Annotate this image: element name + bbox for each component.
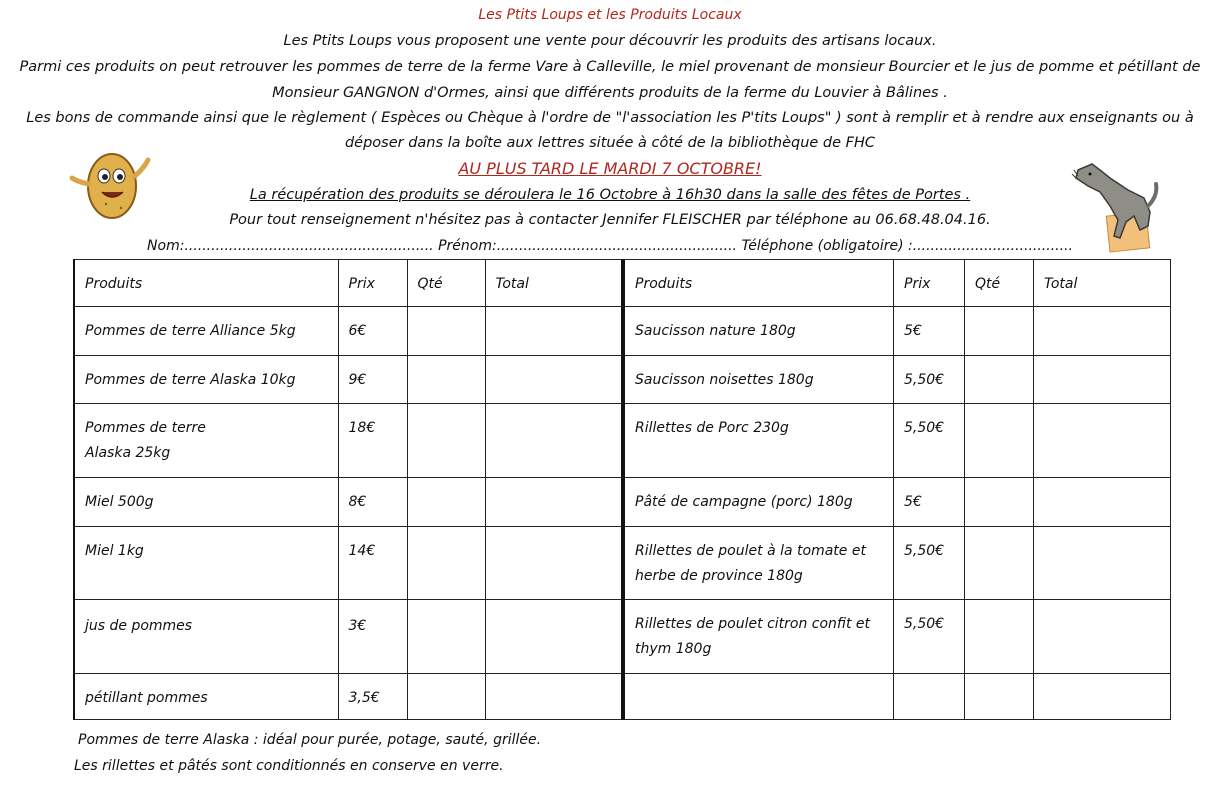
product-price: 8€ [338, 478, 407, 527]
total-cell[interactable] [1034, 527, 1171, 600]
product-name: Pâté de campagne (porc) 180g [624, 478, 894, 527]
table-row [74, 307, 622, 356]
total-cell[interactable] [485, 674, 622, 720]
header-total: Total [1034, 260, 1171, 307]
product-name: Saucisson noisettes 180g [624, 356, 894, 404]
quantity-cell[interactable] [965, 356, 1034, 404]
quantity-cell[interactable] [407, 404, 485, 478]
form-fields-line: Nom:........................................................ Prénom:...................................................... Téléphone (obligatoire) :.................................... [147, 238, 1073, 254]
product-price: 5,50€ [894, 600, 965, 674]
table-row [624, 307, 1171, 356]
table-row [74, 527, 622, 600]
quantity-cell[interactable] [407, 527, 485, 600]
header-qte: Qté [407, 260, 485, 307]
product-name: Miel 1kg [74, 527, 338, 600]
product-name: Pommes de terre Alliance 5kg [74, 307, 338, 356]
total-cell[interactable] [485, 307, 622, 356]
quantity-cell[interactable] [965, 674, 1034, 720]
product-price: 5,50€ [894, 527, 965, 600]
note-alaska: Pommes de terre Alaska : idéal pour purée, potage, sauté, grillée. [78, 732, 542, 748]
header-qte: Qté [965, 260, 1034, 307]
total-cell[interactable] [1034, 404, 1171, 478]
product-name: Miel 500g [74, 478, 338, 527]
header-produits: Produits [624, 260, 894, 307]
quantity-cell[interactable] [965, 404, 1034, 478]
total-cell[interactable] [485, 600, 622, 674]
instructions-line: Les bons de commande ainsi que le règlement ( Espèces ou Chèque à l'ordre de "l'association les P'tits Loups" ) sont à remplir et à rendre aux enseignants ou à [26, 110, 1194, 126]
page-title: Les Ptits Loups et les Produits Locaux [478, 7, 742, 23]
order-table-right [622, 259, 1171, 720]
total-cell[interactable] [485, 478, 622, 527]
product-name: Pommes de terre Alaska 10kg [74, 356, 338, 404]
table-row [624, 478, 1171, 527]
table-row [74, 404, 622, 478]
total-cell[interactable] [1034, 600, 1171, 674]
table-row [74, 600, 622, 674]
note-conserves: Les rillettes et pâtés sont conditionnés en conserve en verre. [74, 758, 504, 774]
total-cell[interactable] [485, 527, 622, 600]
product-price: 5,50€ [894, 356, 965, 404]
table-row [624, 600, 1171, 674]
product-price: 14€ [338, 527, 407, 600]
product-name: Rillettes de poulet citron confit et thym 180g [624, 600, 894, 674]
instructions-line-cont: déposer dans la boîte aux lettres située à côté de la bibliothèque de FHC [344, 135, 876, 151]
total-cell[interactable] [485, 356, 622, 404]
header-prix: Prix [338, 260, 407, 307]
product-name: Pommes de terre Alaska 25kg [74, 404, 338, 478]
table-row [624, 674, 1171, 720]
quantity-cell[interactable] [965, 600, 1034, 674]
product-price [894, 674, 965, 720]
quantity-cell[interactable] [407, 356, 485, 404]
total-cell[interactable] [1034, 307, 1171, 356]
product-price: 9€ [338, 356, 407, 404]
product-price: 3€ [338, 600, 407, 674]
table-row [624, 404, 1171, 478]
header-total: Total [485, 260, 622, 307]
total-cell[interactable] [1034, 478, 1171, 527]
table-row [624, 356, 1171, 404]
product-price: 5,50€ [894, 404, 965, 478]
table-row [624, 527, 1171, 600]
product-price: 5€ [894, 478, 965, 527]
contact-info: Pour tout renseignement n'hésitez pas à contacter Jennifer FLEISCHER par téléphone au 06.68.48.04.16. [229, 212, 991, 228]
product-name: Saucisson nature 180g [624, 307, 894, 356]
quantity-cell[interactable] [965, 527, 1034, 600]
producers-line-cont: Monsieur GANGNON d'Ormes, ainsi que différents produits de la ferme du Louvier à Bâlines . [272, 85, 948, 101]
total-cell[interactable] [485, 404, 622, 478]
quantity-cell[interactable] [407, 600, 485, 674]
table-row [74, 356, 622, 404]
product-price: 18€ [338, 404, 407, 478]
producers-line: Parmi ces produits on peut retrouver les pommes de terre de la ferme Vare à Calleville, le miel provenant de monsieur Bourcier et le jus de pomme et pétillant de [19, 59, 1201, 75]
quantity-cell[interactable] [965, 478, 1034, 527]
product-price: 5€ [894, 307, 965, 356]
header-produits: Produits [74, 260, 338, 307]
intro-line: Les Ptits Loups vous proposent une vente pour découvrir les produits des artisans locaux. [283, 33, 937, 49]
quantity-cell[interactable] [965, 307, 1034, 356]
table-row [74, 478, 622, 527]
header-prix: Prix [894, 260, 965, 307]
quantity-cell[interactable] [407, 674, 485, 720]
total-cell[interactable] [1034, 356, 1171, 404]
order-table-left [73, 259, 624, 720]
potato-mascot-icon [66, 146, 156, 221]
pickup-info: La récupération des produits se déroulera le 16 Octobre à 16h30 dans la salle des fêtes de Portes . [249, 187, 971, 203]
product-price: 6€ [338, 307, 407, 356]
product-name: Rillettes de Porc 230g [624, 404, 894, 478]
howling-wolf-icon [1070, 156, 1160, 256]
product-name: pétillant pommes [74, 674, 338, 720]
quantity-cell[interactable] [407, 307, 485, 356]
product-name: jus de pommes [74, 600, 338, 674]
deadline: AU PLUS TARD LE MARDI 7 OCTOBRE! [458, 159, 762, 178]
product-price: 3,5€ [338, 674, 407, 720]
total-cell[interactable] [1034, 674, 1171, 720]
product-name: Rillettes de poulet à la tomate et herbe de province 180g [624, 527, 894, 600]
table-row [74, 674, 622, 720]
quantity-cell[interactable] [407, 478, 485, 527]
product-name [624, 674, 894, 720]
